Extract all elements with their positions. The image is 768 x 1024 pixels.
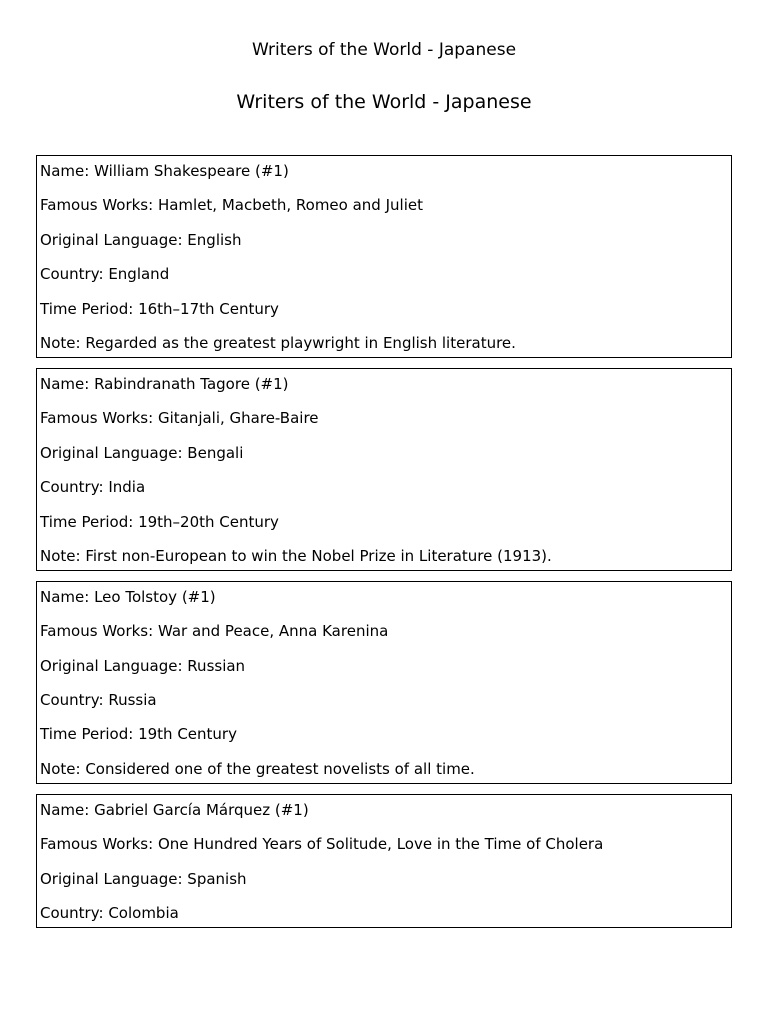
- writer-period: Time Period: 19th–20th Century: [40, 512, 279, 531]
- writer-card: [36, 368, 732, 571]
- writer-card: [36, 155, 732, 358]
- writer-note: Note: Considered one of the greatest novelists of all time.: [40, 759, 475, 778]
- writer-note: Note: Regarded as the greatest playwright in English literature.: [40, 333, 516, 352]
- writer-language: Original Language: Bengali: [40, 443, 244, 462]
- writer-country: Country: India: [40, 478, 146, 497]
- writer-name: Name: William Shakespeare (#1): [40, 162, 289, 180]
- writer-country: Country: Russia: [40, 691, 157, 710]
- writer-name: Name: Gabriel García Márquez (#1): [40, 800, 309, 819]
- writer-name: Name: Leo Tolstoy (#1): [40, 587, 216, 606]
- writer-card: [36, 794, 732, 928]
- writer-period: Time Period: 19th Century: [40, 725, 237, 744]
- writer-card: [36, 581, 732, 784]
- page-title: Writers of the World - Japanese: [236, 91, 532, 113]
- writer-note: Note: First non-European to win the Nobel Prize in Literature (1913).: [40, 546, 552, 565]
- writer-language: Original Language: English: [40, 230, 242, 249]
- writer-country: Country: England: [40, 265, 170, 284]
- header-title: Writers of the World - Japanese: [251, 40, 517, 60]
- writer-language: Original Language: Russian: [40, 656, 246, 675]
- writer-language: Original Language: Spanish: [40, 869, 247, 888]
- writer-name: Name: Rabindranath Tagore (#1): [40, 374, 289, 393]
- writer-works: Famous Works: War and Peace, Anna Karenina: [40, 622, 389, 641]
- writer-works: Famous Works: Hamlet, Macbeth, Romeo and Juliet: [40, 196, 423, 215]
- writer-works: Famous Works: One Hundred Years of Solitude, Love in the Time of Cholera: [40, 835, 604, 854]
- writers-list[interactable]: [36, 155, 732, 945]
- writer-period: Time Period: 16th–17th Century: [40, 299, 279, 318]
- writer-country: Country: Colombia: [40, 904, 179, 923]
- writer-works: Famous Works: Gitanjali, Ghare-Baire: [40, 409, 319, 428]
